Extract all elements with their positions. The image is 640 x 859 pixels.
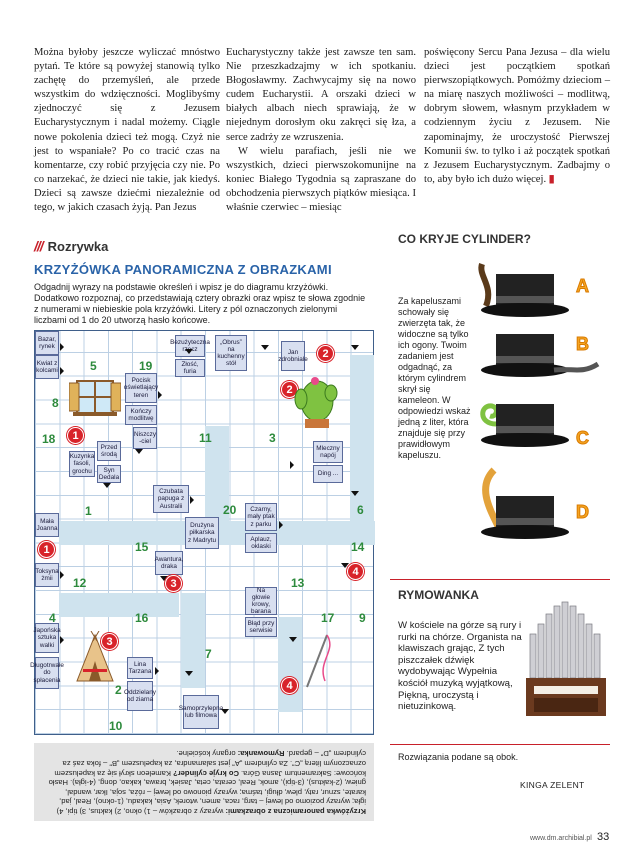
answers-text: wyrazy z obrazków – 1) okno, 2) kaktus, 3) tipi, 4) igła; wyrazy poziomo od lewej – targ, raca, amen, wtorek, Asia, kakadu, (1-okno), Real, jad, karate, sznur, raty, plew, długi, taśma; wyrazy pionowo od lewej – róża, soja, Ikar, wandal, gniew, (2-kaktus), (3-tipi), amok, Real, cerata, ceta, Jasiek, brawa, kakao, dong, (4-igła). Hasło końcowe: Sakramentum Jasna Góra. bbox=[48, 768, 366, 816]
red-badge: 2 bbox=[281, 381, 298, 398]
article-text: W wielu parafiach, jeśli nie we wszystkich, dzieci pierwszokomunijne na koniec Białego Tygodnia są zapraszane do obchodzenia pierwszych piątków miesiąca. I właśnie czerwiec – miesiąc bbox=[226, 145, 416, 214]
clue-cell: Błąd przy serwisie bbox=[245, 617, 277, 637]
green-number: 11 bbox=[199, 431, 212, 445]
green-number: 13 bbox=[291, 576, 305, 590]
clue-cell: Czarny, mały ptak z parku bbox=[245, 503, 277, 531]
green-number: 17 bbox=[321, 611, 335, 625]
green-number: 5 bbox=[90, 359, 97, 373]
arrow-icon bbox=[279, 521, 283, 529]
needle-icon bbox=[297, 631, 337, 691]
clue-cell: Jan zdrobniale bbox=[281, 341, 305, 371]
page-number: 33 bbox=[597, 831, 610, 843]
arrow-icon bbox=[155, 667, 159, 675]
article-text: Eucharystyczny także jest zawsze ten sam. Nie przeszkadzajmy w ich spotkaniu. Błogosławmy. Zachwycajmy się na nowo cudem Eucharystii. A orszaki dzieci w białych albach niech sprawiają, że w niejednym dorosłym oku zakręci się łza, a serce zadrży ze wzruszenia. bbox=[226, 47, 416, 143]
green-number: 10 bbox=[109, 719, 123, 733]
arrow-icon bbox=[351, 345, 359, 350]
clue-cell: Złość, furia bbox=[175, 359, 205, 377]
clue-cell: Na głowie krowy, barana bbox=[245, 587, 277, 615]
cylinder-text: Za kapeluszami schowały się zwierzęta tak, że widoczne są tylko ich ogony. Twoim zadaniem jest odgadnąć, za którym cylindrem skrył się kameleon. W odpowiedzi wskaż jedną z liter, która znajduje się przy prawidłowym kapeluszu. bbox=[398, 296, 471, 460]
clue-cell: Japońska sztuka walki bbox=[35, 623, 59, 653]
rymowanka-title: RYMOWANKA bbox=[398, 588, 479, 602]
red-badge: 1 bbox=[67, 427, 84, 444]
red-badge: 3 bbox=[101, 633, 118, 650]
green-number: 9 bbox=[359, 611, 366, 625]
answers-heading: Krzyżówka panoramiczna z obrazkami: bbox=[225, 807, 366, 816]
green-number: 12 bbox=[73, 576, 87, 590]
hat-letter: C bbox=[576, 428, 589, 448]
clue-cell: Czubata papuga z Australii bbox=[153, 485, 189, 513]
green-number: 6 bbox=[357, 503, 364, 517]
arrow-icon bbox=[135, 449, 143, 454]
red-badge: 4 bbox=[281, 677, 298, 694]
clue-cell: Syn Dedala bbox=[98, 466, 120, 481]
answers-text: organy kościelne. bbox=[176, 749, 236, 759]
green-number: 14 bbox=[351, 540, 365, 554]
red-badge: 3 bbox=[165, 575, 182, 592]
green-number: 1 bbox=[85, 504, 92, 518]
arrow-icon bbox=[261, 345, 269, 350]
clue-cell: Oddzielany od ziarna bbox=[127, 681, 153, 711]
clue-cell: Mała Joanna bbox=[35, 513, 59, 537]
clue-cell: Kwiat z kolcami bbox=[35, 355, 59, 379]
author-name: KINGA ZELENT bbox=[520, 780, 585, 790]
tipi-icon bbox=[75, 631, 115, 683]
green-number: 7 bbox=[205, 647, 212, 661]
arrow-icon bbox=[158, 391, 162, 399]
hat-letter: D bbox=[576, 502, 589, 522]
clue-cell: Toksyna żmii bbox=[35, 563, 59, 587]
red-badge: 1 bbox=[38, 541, 55, 558]
article-text: Można byłoby jeszcze wyliczać mnóstwo pytań. Te które są powyżej stanowią tylko zachętę do przemyśleń, ale przede wszystkim do wdzięczności. Moglibyśmy zjednoczyć się z Jezusem Eucharystycznym i nadal możemy. Ciągle nowe pokolenia dzieci też mogą. Czyż nie jest to wspaniałe? Po co tracić czas na komentarze, czy robić przyjęcia czy nie. Po co narzekać, że dzieci nie takie, jak kiedyś. Dzieci są zawsze dziećmi niezależnie od tego, w jakich czasach żyją. Pan Jezus bbox=[34, 47, 220, 214]
article-column-1 bbox=[34, 46, 220, 215]
article-text: poświęcony Sercu Pana Jezusa – dla wielu dzieci jest początkiem spotkań pierwszopiątkowych. Pomóżmy dzieciom – na miarę naszych możliwości – modlitwą, dobrym słowem, własnym przykładem w codziennym życiu z Jezusem. Nie zapominajmy, że uroczystość Pierwszej Komunii św. to tylko i aż początek spotkań z Jezusem Eucharystycznym. Zadbajmy o to, aby było ich dużo więcej. bbox=[424, 47, 610, 185]
clue-cell: Kończy modlitwę bbox=[125, 405, 157, 425]
article-column-3 bbox=[424, 46, 610, 187]
hat-letter: A bbox=[576, 276, 589, 296]
answers-heading: Co kryje cylinder? bbox=[173, 768, 239, 778]
answers-heading: Rymowanka: bbox=[237, 749, 285, 759]
green-number: 3 bbox=[269, 431, 276, 445]
green-number: 19 bbox=[139, 359, 153, 373]
section-rozrywka bbox=[34, 238, 108, 254]
clue-cell: Lina Tarzana bbox=[127, 657, 153, 679]
green-number: 18 bbox=[42, 432, 56, 446]
rymowanka-text: W kościele na górze są rury i rurki na chórze. Organista na klawiszach grając, Z tych piszczałek dźwięk wydobywając Wypełnia kościół muzyką wyjątkową, Piękną, uroczystą i nietuzinkową. bbox=[398, 620, 522, 713]
cactus-icon bbox=[291, 375, 341, 429]
top-hat-icon bbox=[474, 466, 574, 554]
top-hat-icon bbox=[474, 256, 574, 318]
arrow-icon bbox=[60, 571, 64, 579]
green-number: 2 bbox=[115, 683, 122, 697]
clue-cell: Przed środą bbox=[97, 441, 121, 461]
slashes-icon: /// bbox=[34, 238, 43, 254]
clue-cell: „Obrus” na kuchenny stół bbox=[215, 335, 247, 371]
green-number: 20 bbox=[223, 503, 237, 517]
clue-cell: Aplauz, oklaski bbox=[245, 533, 277, 553]
clue-cell: Awantura, draka bbox=[155, 551, 183, 575]
clue-cell: Samoprzylepna lub filmowa bbox=[183, 695, 219, 729]
section-divider bbox=[390, 579, 610, 580]
blue-field bbox=[59, 593, 179, 617]
arrow-icon bbox=[221, 709, 229, 714]
green-number: 15 bbox=[135, 540, 149, 554]
blue-field bbox=[350, 355, 374, 521]
green-number: 16 bbox=[135, 611, 149, 625]
top-hat-icon bbox=[474, 394, 574, 458]
arrow-icon bbox=[351, 491, 359, 496]
green-number: 8 bbox=[52, 396, 59, 410]
answers-text: Kameleon skrył się za kapeluszem oznaczonym literą „C”. Za cylindrem „A” jest salamandra, za kapeluszem „B” – foka zaś za cylindrem „D” – gepard. bbox=[54, 749, 366, 778]
arrow-icon bbox=[60, 343, 64, 351]
organ-icon bbox=[524, 600, 612, 718]
clue-cell: Bazar, rynek bbox=[35, 331, 59, 355]
window-icon bbox=[69, 377, 121, 417]
solutions-note: Rozwiązania podane są obok. bbox=[398, 752, 519, 762]
arrow-icon bbox=[290, 461, 294, 469]
arrow-icon bbox=[190, 496, 194, 504]
arrow-icon bbox=[185, 671, 193, 676]
arrow-icon bbox=[103, 483, 111, 488]
arrow-icon bbox=[289, 637, 297, 642]
clue-cell: Bezużyteczna rzecz bbox=[175, 335, 205, 357]
clue-cell: Drużyna piłkarska z Madrytu bbox=[185, 517, 219, 549]
red-badge: 4 bbox=[347, 563, 364, 580]
arrow-icon bbox=[185, 349, 193, 354]
crossword-instructions: Odgadnij wyrazy na podstawie określeń i wpisz je do diagramu krzyżówki. Dodatkowo rozpoznaj, co przedstawiają cztery obrazki oraz wpisz te słowa zgodnie z numerami w niebieskie pola krzyżówki. Litery z pól oznaczonych zielonymi liczbami od 1 do 20 utworzą hasło końcowe. bbox=[34, 282, 366, 325]
arrow-icon bbox=[60, 367, 64, 375]
arrow-icon bbox=[60, 636, 64, 644]
clue-cell: Długotrwałe do spłacenia bbox=[35, 657, 59, 689]
section-label: Rozrywka bbox=[47, 238, 109, 254]
footer-url: www.dm.archibial.pl bbox=[530, 835, 592, 842]
crossword-title: KRZYŻÓWKA PANORAMICZNA Z OBRAZKAMI bbox=[34, 262, 332, 277]
crossword-grid[interactable] bbox=[30, 330, 374, 735]
red-badge: 2 bbox=[317, 345, 334, 362]
green-number: 4 bbox=[49, 611, 56, 625]
answers-box bbox=[34, 743, 374, 821]
clue-cell: Kuzynka fasoli, grochu bbox=[69, 451, 95, 477]
end-mark: ▮ bbox=[548, 173, 555, 185]
clue-cell: Pocisk oświetlający teren bbox=[125, 373, 157, 403]
section-divider bbox=[390, 744, 610, 745]
clue-cell: Ding ... bbox=[313, 465, 343, 483]
clue-cell: Mleczny napój bbox=[313, 441, 343, 463]
hat-letter: B bbox=[576, 334, 589, 354]
article-column-2 bbox=[226, 46, 416, 215]
clue-cell: Niszczy -ciel bbox=[133, 427, 157, 449]
cylinder-title: CO KRYJE CYLINDER? bbox=[398, 232, 531, 246]
